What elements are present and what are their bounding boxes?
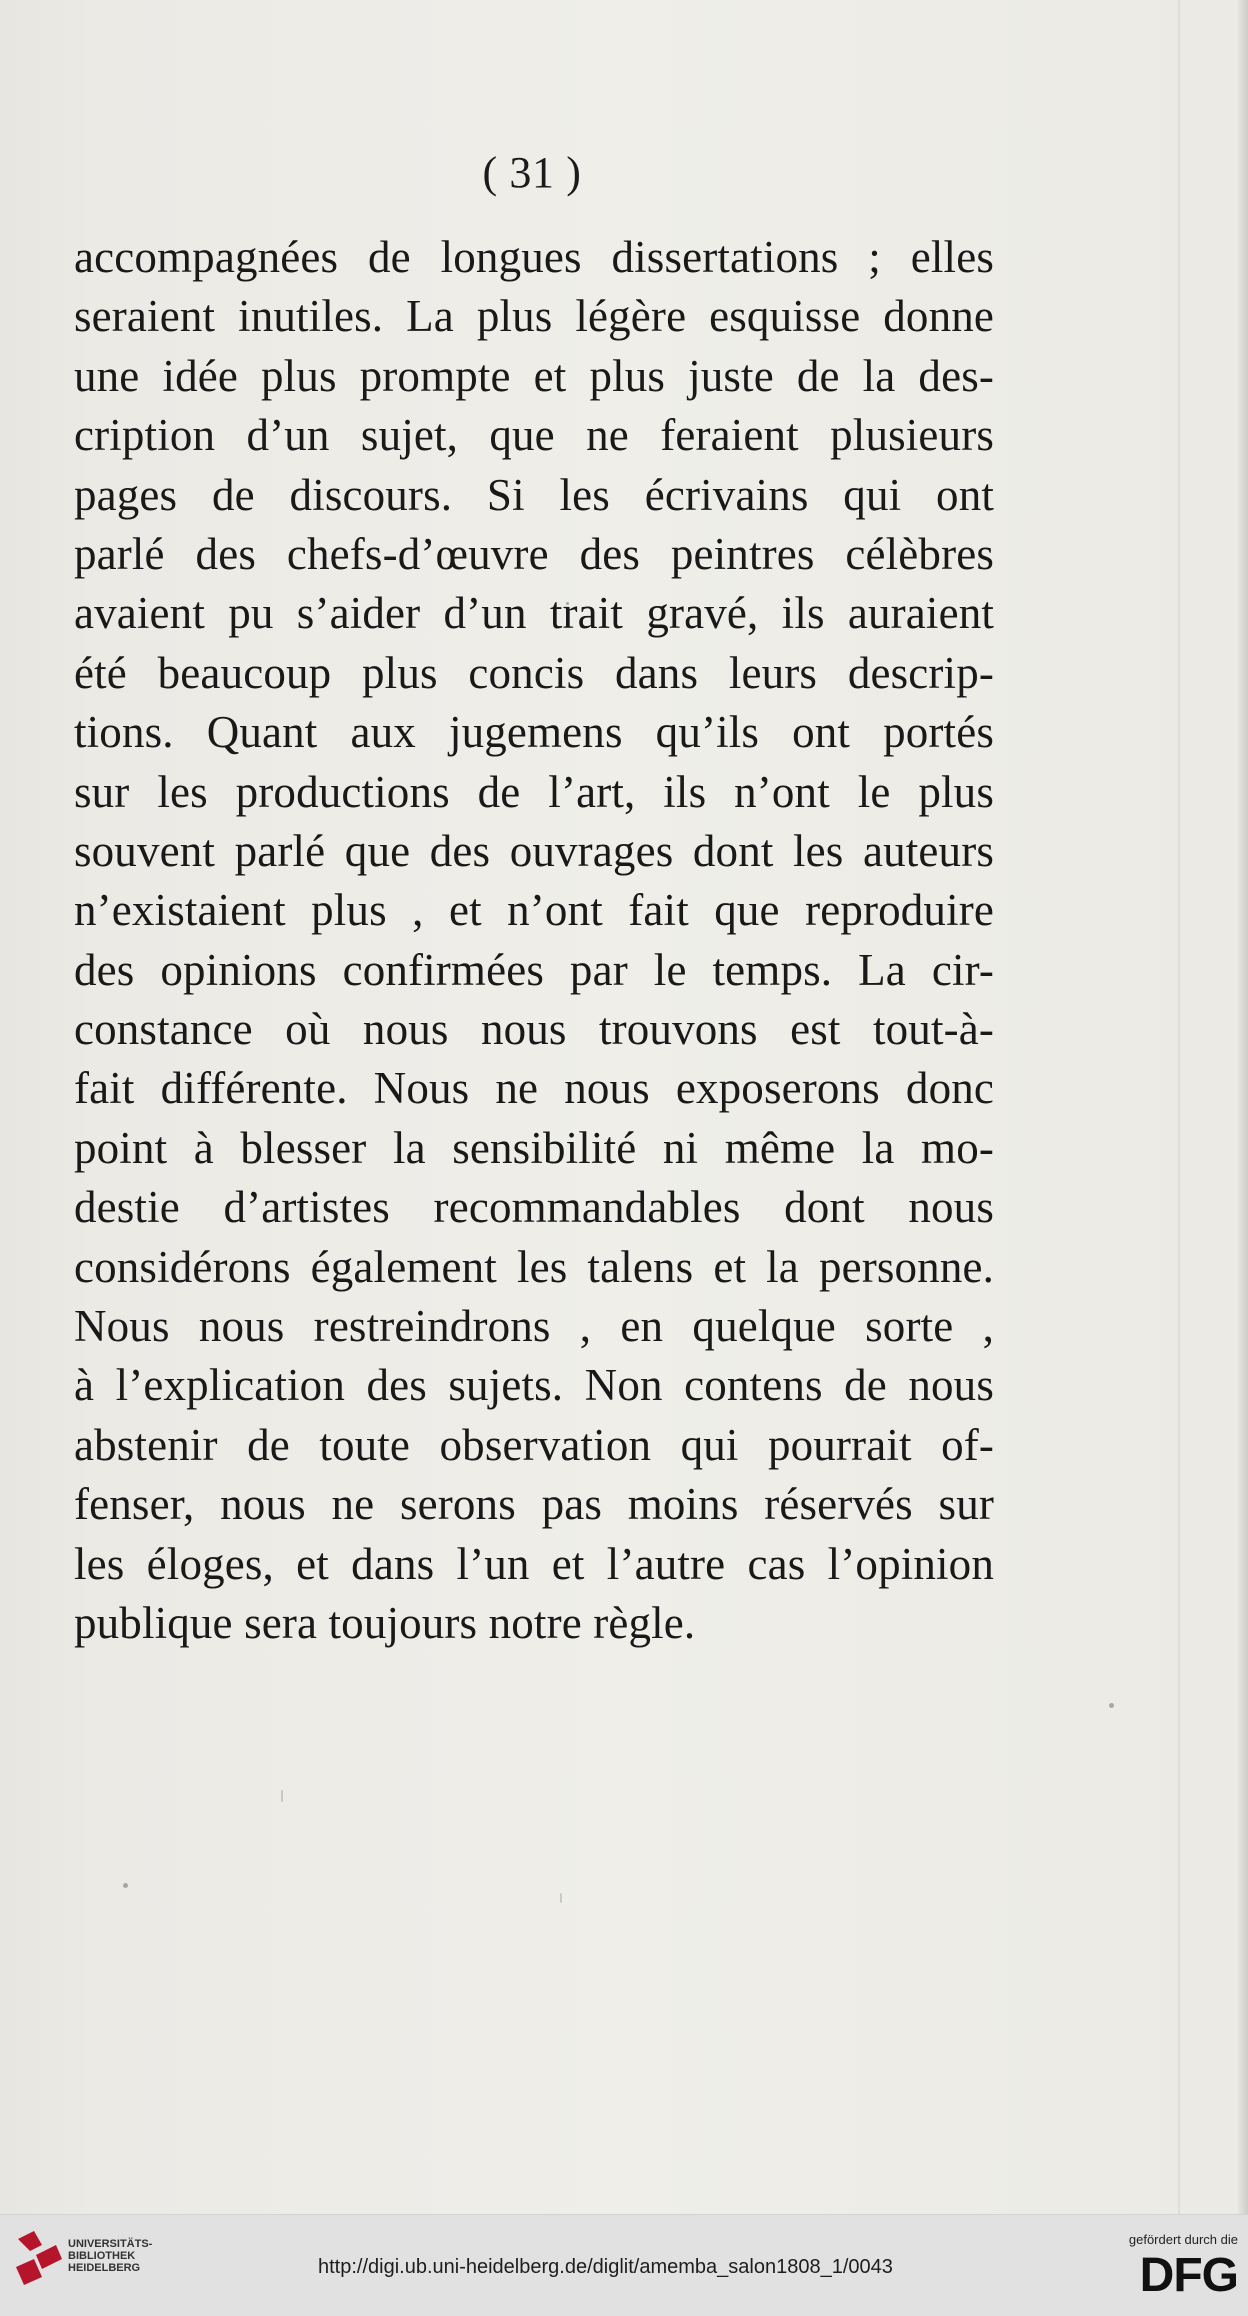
footer-bar xyxy=(0,2214,1248,2316)
text-line: n’existaient plus , et n’ont fait que reproduire xyxy=(74,885,994,936)
text-line: accompagnées de longues dissertations ; elles xyxy=(74,232,994,282)
university-library-logo xyxy=(12,2229,64,2287)
paper-speck xyxy=(1109,1703,1114,1708)
paper-speck xyxy=(123,1883,128,1888)
text-line: tions. Quant aux jugemens qu’ils ont portés xyxy=(74,707,994,758)
text-line: parlé des chefs-d’œuvre des peintres célèbres xyxy=(74,528,994,579)
text-line: les éloges, et dans l’un et l’autre cas l’opinion xyxy=(74,1538,994,1589)
text-line: cription d’un sujet, que ne feraient plusieurs xyxy=(74,410,994,461)
body-text xyxy=(74,228,994,1653)
funding-caption: gefördert durch die xyxy=(1128,2232,1238,2247)
text-line: souvent parlé que des ouvrages dont les auteurs xyxy=(74,825,994,876)
paper-speck xyxy=(566,602,569,605)
text-line: des opinions confirmées par le temps. La cir- xyxy=(74,944,994,995)
text-line: pages de discours. Si les écrivains qui ont xyxy=(74,469,994,520)
text-line: constance où nous nous trouvons est tout-à- xyxy=(74,1004,994,1055)
library-name-line: UNIVERSITÄTS- xyxy=(68,2238,153,2250)
text-line: destie d’artistes recommandables dont nous xyxy=(74,1182,994,1233)
text-line: été beaucoup plus concis dans leurs descrip- xyxy=(74,647,994,698)
text-line: sur les productions de l’art, ils n’ont le plus xyxy=(74,766,994,817)
funding-note xyxy=(1098,2233,1238,2309)
dfg-logo: DFG xyxy=(1139,2249,1238,2302)
page-edge xyxy=(1238,0,1248,2214)
text-line: Nous nous restreindrons , en quelque sorte , xyxy=(74,1301,994,1352)
source-url[interactable]: http://digi.ub.uni-heidelberg.de/diglit/amemba_salon1808_1/0043 xyxy=(318,2256,893,2278)
text-line: fenser, nous ne serons pas moins réservés sur xyxy=(74,1479,994,1530)
paper-speck xyxy=(560,1893,562,1903)
library-name-line: BIBLIOTHEK xyxy=(68,2250,136,2262)
text-line: point à blesser la sensibilité ni même la mo- xyxy=(74,1122,994,1173)
library-name xyxy=(68,2238,188,2274)
paper-speck xyxy=(281,1790,283,1802)
text-line: avaient pu s’aider d’un trait gravé, ils auraient xyxy=(74,588,994,639)
text-line: seraient inutiles. La plus légère esquisse donne xyxy=(74,291,994,342)
text-line: publique sera toujours notre règle. xyxy=(74,1597,696,1648)
page-number: ( 31 ) xyxy=(482,148,582,197)
library-name-line: HEIDELBERG xyxy=(68,2262,141,2274)
text-line: à l’explication des sujets. Non contens de nous xyxy=(74,1360,994,1411)
text-line: fait différente. Nous ne nous exposerons donc xyxy=(74,1063,994,1114)
text-line: considérons également les talens et la personne. xyxy=(74,1241,994,1292)
page-shadow xyxy=(1178,0,1180,2214)
text-line: abstenir de toute observation qui pourrait of- xyxy=(74,1419,994,1470)
text-line: une idée plus prompte et plus juste de la des- xyxy=(74,350,994,401)
